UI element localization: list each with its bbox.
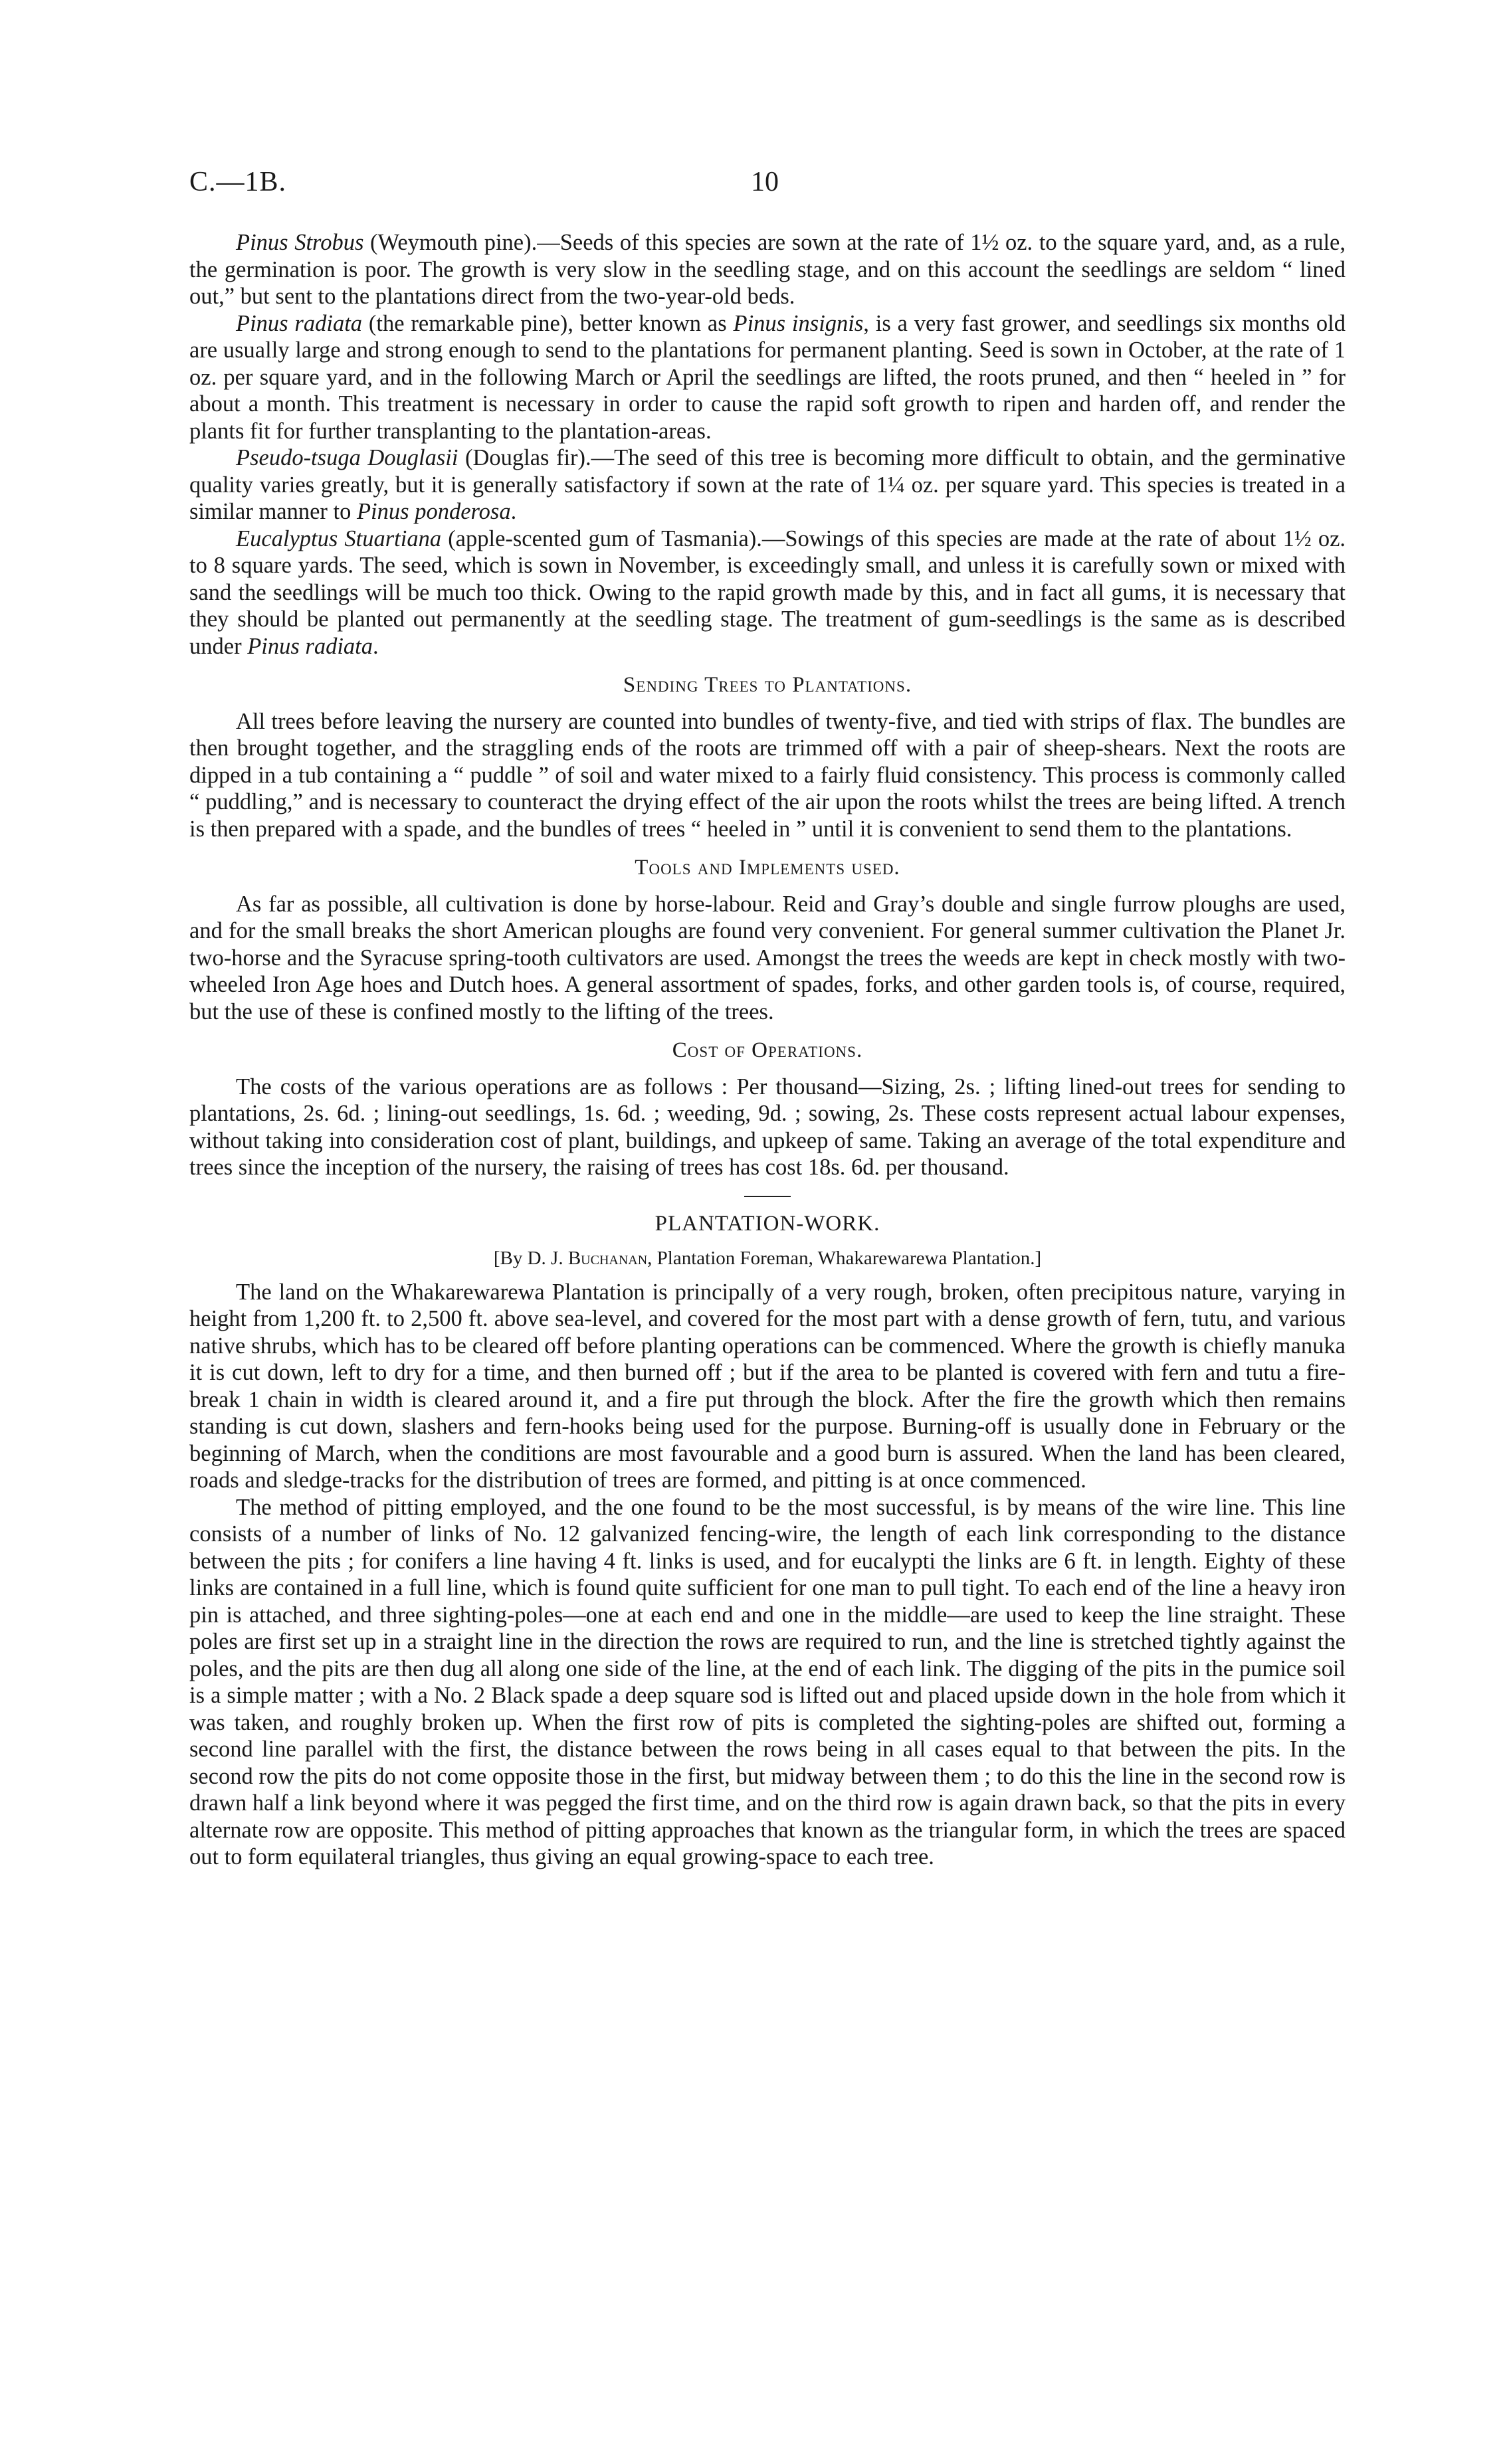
section-divider xyxy=(744,1196,791,1197)
text-run: The costs of the various operations are as follows : Per thousand—Sizing, 2s. ; lifting lined-out trees for sending to plantations, 2s. 6d. ; lining-out seedlings, 1s. 6d. ; weeding, 9d. ; sowing, 2s. These costs represent actual labour expenses, without taking into consideration cost of plant, buildings, and upkeep of same. Taking an average of the total expenditure and trees since the inception of the nursery, the raising of trees has cost 18s. 6d. per thousand. xyxy=(189,1074,1346,1180)
document-id: C.—1B. xyxy=(189,167,287,197)
plantation-paragraphs xyxy=(189,1279,1346,1871)
text-run: The method of pitting employed, and the one found to be the most successful, is by means of the wire line. This line consists of a number of links of No. 12 galvanized fencing-wire, the length of each link corresponding to the distance between the pits ; for conifers a line having 4 ft. links is used, and for eucalypti the links are 6 ft. in length. Eighty of these links are contained in a full line, which is found quite sufficient for one man to pull tight. To each end of the line a heavy iron pin is attached, and three sighting-poles—one at each end and one in the middle—are used to keep the line straight. These poles are first set up in a straight line in the direction the rows are required to run, and the line is stretched tightly against the poles, and the pits are then dug all along one side of the line, at the end of each link. The digging of the pits in the pumice soil is a simple matter ; with a No. 2 Black spade a deep square sod is lifted out and placed upside down in the hole from which it was taken, and roughly broken up. When the first row of pits is completed the sighting-poles are shifted out, forming a second line parallel with the first, the distance between the rows being in all cases equal to that between the pits. In the second row the pits do not come opposite those in the first, but midway between them ; to do this the line in the second row is drawn half a link beyond where it was pegged the first time, and on the third row is again drawn back, so that the pits in every alternate row are opposite. This method of pitting approaches that known as the triangular form, in which the trees are spaced out to form equilateral triangles, thus giving an equal growing-space to each tree. xyxy=(189,1494,1346,1869)
paragraph xyxy=(189,310,1346,445)
text-run: . xyxy=(373,633,379,659)
section-heading: Tools and Implements used. xyxy=(635,856,900,880)
document-body xyxy=(189,229,1346,1871)
italic-term: Pinus radiata xyxy=(247,633,373,659)
text-run: (Weymouth pine).—Seeds of this species are sown at the rate of 1½ oz. to the square yard, and, as a rule, the germination is poor. The growth is very slow in the seedling stage, and on this account the seedlings are seldom “ lined out,” but sent to the plantations direct from the two-year-old beds. xyxy=(189,230,1346,309)
paragraph xyxy=(189,891,1346,1026)
italic-term: Pseudo-tsuga Douglasii xyxy=(236,445,458,470)
paragraph xyxy=(189,1074,1346,1181)
italic-term: Eucalyptus Stuartiana xyxy=(236,525,442,551)
paragraph xyxy=(189,444,1346,525)
plantation-byline: [By D. J. Buchanan, Plantation Foreman, Whakarewarewa Plantation.] xyxy=(493,1248,1042,1269)
plantation-title: PLANTATION-WORK. xyxy=(654,1211,880,1236)
text-run: . xyxy=(510,499,517,524)
nursery-sections xyxy=(189,229,1346,1181)
text-run: As far as possible, all cultivation is done by horse-labour. Reid and Gray’s double and single furrow ploughs are used, and for the small breaks the short American ploughs are found very convenient. For general summer cultivation the Planet Jr. two-horse and the Syracuse spring-tooth cultivators are used. Amongst the trees the weeds are kept in check mostly with two-wheeled Iron Age hoes and Dutch hoes. A general assortment of spades, forks, and other garden tools is, of course, required, but the use of these is confined mostly to the lifting of the trees. xyxy=(189,891,1346,1024)
text-run: All trees before leaving the nursery are counted into bundles of twenty-five, and tied with strips of flax. The bundles are then brought together, and the straggling ends of the roots are trimmed off with a pair of sheep-shears. Next the roots are dipped in a tub containing a “ puddle ” of soil and water mixed to a fairly fluid consistency. This process is commonly called “ puddling,” and is necessary to counteract the drying effect of the air upon the roots whilst the trees are being lifted. A trench is then prepared with a spade, and the bundles of trees “ heeled in ” until it is convenient to send them to the plantations. xyxy=(189,708,1346,842)
italic-term: Pinus radiata xyxy=(236,310,363,336)
paragraph xyxy=(189,708,1346,843)
page-header xyxy=(189,166,1507,206)
text-run: The land on the Whakarewarewa Plantation is principally of a very rough, broken, often precipitous nature, varying in height from 1,200 ft. to 2,500 ft. above sea-level, and covered for the most part with a dense growth of fern, tutu, and various native shrubs, which has to be cleared off before planting operations can be commenced. Where the growth is chiefly manuka it is cut down, left to dry for a time, and then burned off ; but if the area to be planted is covered with fern and tutu a fire-break 1 chain in width is cleared around it, and a fire put through the block. After the fire the growth which then remains standing is cut down, slashers and fern-hooks being used for the purpose. Burning-off is usually done in February or the beginning of March, when the conditions are most favourable and a good burn is assured. When the land has been cleared, roads and sledge-tracks for the distribution of trees are formed, and pitting is at once commenced. xyxy=(189,1279,1346,1493)
author-name: Buchanan xyxy=(567,1248,648,1269)
italic-term: Pinus ponderosa xyxy=(356,499,511,524)
paragraph xyxy=(189,1279,1346,1494)
paragraph xyxy=(189,525,1346,660)
italic-term: Pinus Strobus xyxy=(236,230,364,255)
italic-term: Pinus insignis xyxy=(733,310,864,336)
section-heading: Cost of Operations. xyxy=(672,1038,863,1062)
page-number: 10 xyxy=(751,167,779,197)
section-heading: Sending Trees to Plantations. xyxy=(623,673,912,697)
text-run: , is a very fast grower, and seedlings six months old are usually large and strong enough to send to the plantations for permanent planting. Seed is sown in October, at the rate of 1 oz. per square yard, and in the following March or April the seedlings are lifted, the roots pruned, and then “ heeled in ” for about a month. This treatment is necessary in order to cause the rapid soft growth to ripen and harden off, and render the plants fit for further transplanting to the plantation-areas. xyxy=(189,310,1346,444)
paragraph xyxy=(189,229,1346,310)
text-run: (the remarkable pine), better known as xyxy=(362,310,734,336)
text-run: (Douglas fir).—The seed of this tree is becoming more difficult to obtain, and the germinative quality varies greatly, but it is generally satisfactory if sown at the rate of 1¼ oz. per square yard. This species is treated in a similar manner to xyxy=(189,445,1346,524)
paragraph xyxy=(189,1494,1346,1871)
text-run: (apple-scented gum of Tasmania).—Sowings of this species are made at the rate of about 1½ oz. to 8 square yards. The seed, which is sown in November, is exceedingly small, and unless it is carefully sown or mixed with sand the seedlings will be much too thick. Owing to the rapid growth made by this, and in fact all gums, it is necessary that they should be planted out permanently at the seedling stage. The treatment of gum-seedlings is the same as is described under xyxy=(189,525,1346,659)
